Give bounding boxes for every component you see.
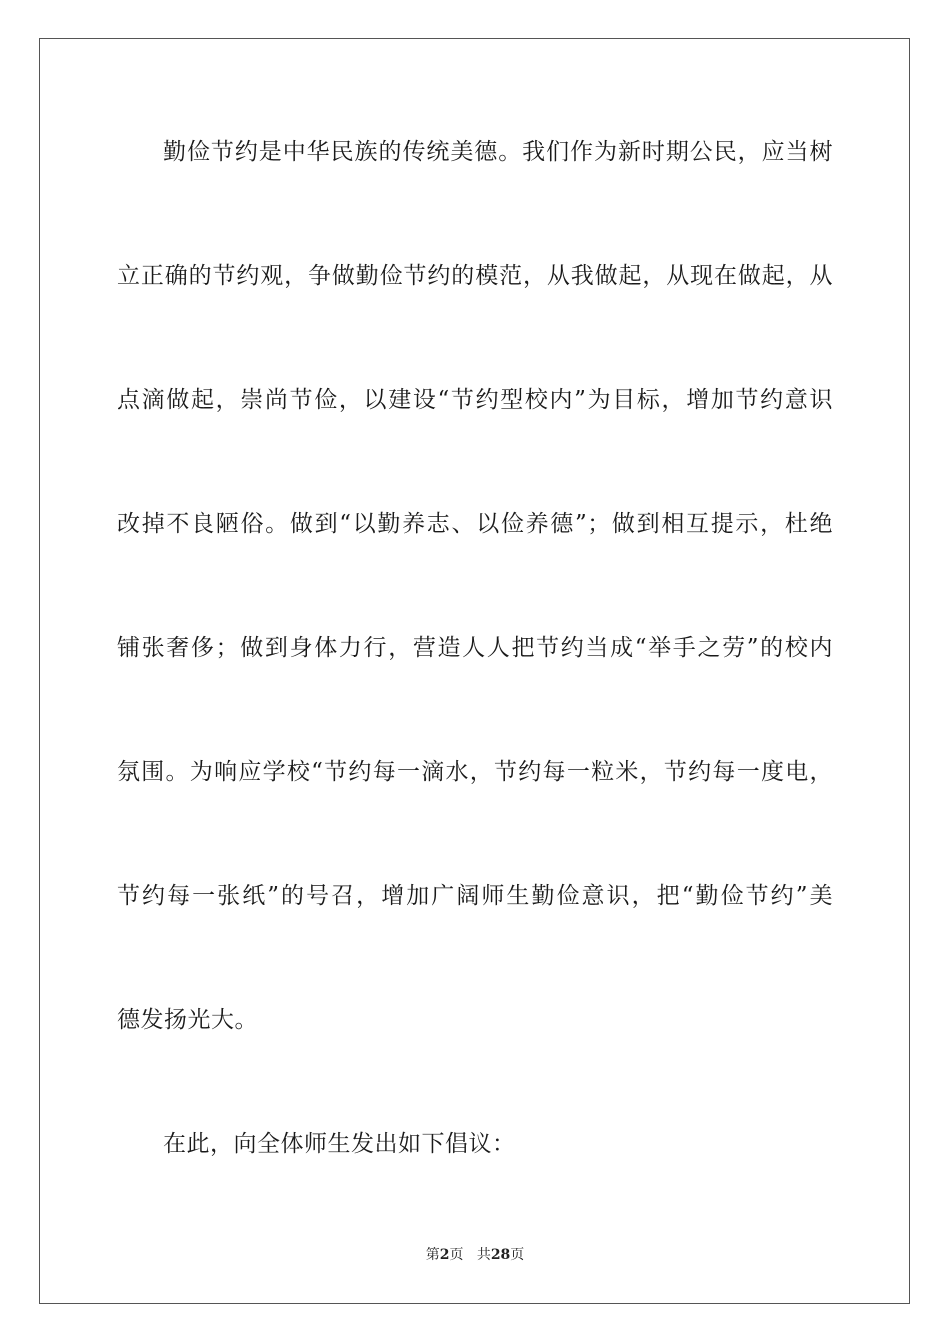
total-page-count: 28	[490, 1247, 511, 1263]
footer-page-unit: 页	[449, 1247, 464, 1263]
text-line: 德发扬光大。	[117, 1007, 258, 1033]
footer-total-unit: 页	[510, 1247, 525, 1263]
current-page-number: 2	[439, 1247, 450, 1263]
text-line: 点滴做起，崇尚节俭，以建设“节约型校内”为目标，增加节约意识	[117, 387, 833, 413]
text-line: 立正确的节约观，争做勤俭节约的模范，从我做起，从现在做起，从	[117, 263, 833, 289]
page-border	[39, 38, 910, 1304]
page-number-footer	[0, 1246, 950, 1264]
text-line: 在此，向全体师生发出如下倡议：	[163, 1131, 516, 1157]
text-line: 节约每一张纸”的号召，增加广阔师生勤俭意识，把“勤俭节约”美	[117, 883, 833, 909]
text-line: 氛围。为响应学校“节约每一滴水，节约每一粒米，节约每一度电，	[117, 759, 833, 785]
text-line: 铺张奢侈；做到身体力行，营造人人把节约当成“举手之劳”的校内	[117, 635, 833, 661]
text-line: 改掉不良陋俗。做到“以勤养志、以俭养德”；做到相互提示，杜绝	[117, 511, 833, 537]
text-line: 勤俭节约是中华民族的传统美德。我们作为新时期公民，应当树	[163, 139, 833, 165]
footer-prefix: 第	[425, 1247, 440, 1263]
footer-total-prefix: 共	[476, 1247, 491, 1263]
